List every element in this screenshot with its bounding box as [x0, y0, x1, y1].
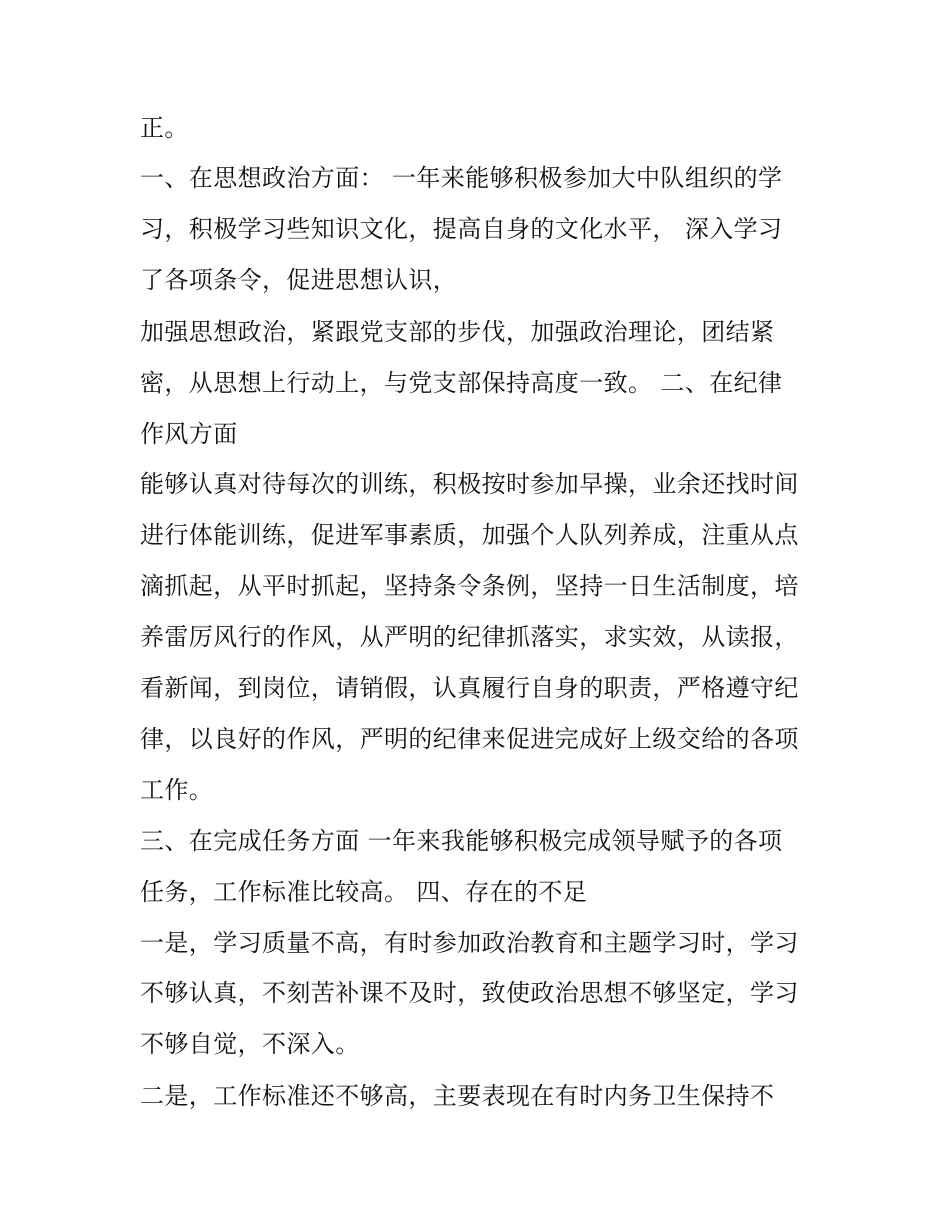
text-line: 进行体能训练，促进军事素质，加强个人队列养成，注重从点	[140, 521, 799, 549]
text-line: 工作。	[140, 776, 214, 804]
text-line: 二是，工作标准还不够高，主要表现在有时内务卫生保持不	[140, 1082, 775, 1110]
text-line: 密，从思想上行动上，与党支部保持高度一致。 二、在纪律	[140, 369, 783, 397]
text-line: 滴抓起，从平时抓起，坚持条令条例，坚持一日生活制度，培	[140, 572, 799, 600]
text-line: 作风方面	[140, 420, 238, 448]
text-line: 不够认真，不刻苦补课不及时，致使政治思想不够坚定，学习	[140, 979, 799, 1007]
text-line: 律，以良好的作风，严明的纪律来促进完成好上级交给的各项	[140, 725, 799, 753]
text-line: 一是，学习质量不高，有时参加政治教育和主题学习时，学习	[140, 929, 799, 957]
text-line: 习，积极学习些知识文化，提高自身的文化水平， 深入学习	[140, 215, 783, 243]
text-line: 三、在完成任务方面 一年来我能够积极完成领导赋予的各项	[140, 827, 783, 855]
text-line: 任务，工作标准比较高。 四、存在的不足	[140, 878, 588, 906]
text-line: 加强思想政治，紧跟党支部的步伐，加强政治理论，团结紧	[140, 318, 775, 346]
text-line: 看新闻，到岗位，请销假，认真履行自身的职责，严格遵守纪	[140, 674, 799, 702]
text-line: 不够自觉，不深入。	[140, 1030, 360, 1058]
text-line: 养雷厉风行的作风，从严明的纪律抓落实，求实效，从读报，	[140, 623, 799, 651]
text-line: 了各项条令，促进思想认识，	[140, 266, 458, 294]
text-line: 正。	[140, 114, 189, 142]
text-line: 一、在思想政治方面： 一年来能够积极参加大中队组织的学	[140, 164, 783, 192]
text-line: 能够认真对待每次的训练，积极按时参加早操，业余还找时间	[140, 470, 799, 498]
